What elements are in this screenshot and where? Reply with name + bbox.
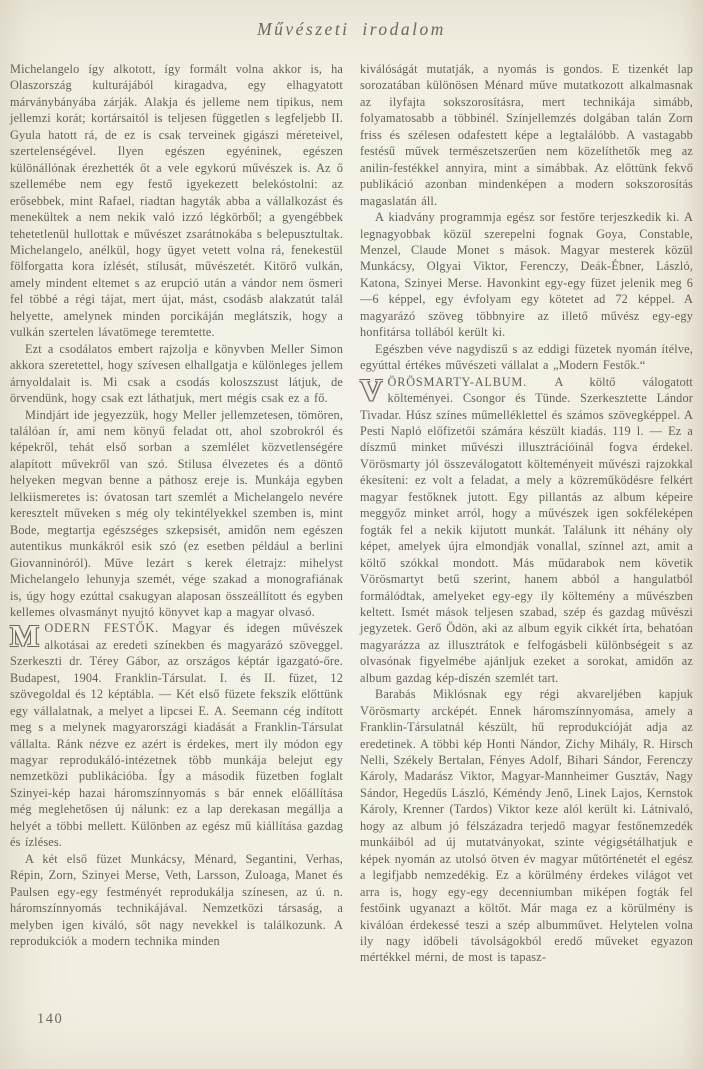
paragraph: kiválóságát mutatják, a nyomás is gondos. E tizenkét lap sorozatában különösen Ménard műve mutatkozott alkalmasnak az ilyfajta sokszorosításra, mert technikája simább, folyamatosabb a többinél. Színjellemzés dolgában talán Zorn friss és szélesen odafestett képe a legtalálóbb. A vastagabb festésű művek természetszerűen nem közelíthetők meg az anilin-festékkel annyira, mint a simábbak. Az előttünk fekvő publikáció azonban mindenképen a modern sokszorosítás magaslatán áll. bbox=[360, 62, 693, 208]
paragraph: A kiadvány programmja egész sor festőre terjeszkedik ki. A legnagyobbak közül szerepelni fognak Goya, Constable, Menzel, Claude Monet s mások. Magyar mesterek közül Munkácsy, Olgyai Viktor, Ferenczy, Deák-Ébner, László, Katona, Szinyei Merse. Havonkint egy-egy füzet jelenik meg 6—6 képpel, egy évfolyam egy kötetet ad 72 képpel. A magyarázó szöveg többnyire az illető művész egy-egy honfitársa tollából került ki. bbox=[360, 210, 693, 340]
paragraph: A két első füzet Munkácsy, Ménard, Segantini, Verhas, Répin, Zorn, Szinyei Merse, Veth, Larsson, Zuloaga, Manet és Paulsen egy-egy festményét reprodukálja színesen, az ú. n. háromszínnyomás technikájával. Nemzetközi társaság, a melyben igen kiváló, sőt nagy nevekkel is találkozunk. A reprodukciók a modern technika minden bbox=[10, 851, 343, 949]
page-number: 140 bbox=[37, 1011, 64, 1027]
dropcap-initial: V bbox=[360, 371, 383, 407]
section-title: ÖRÖSMARTY-ALBUM. bbox=[387, 374, 555, 389]
paragraph: VÖRÖSMARTY-ALBUM. A költő válogatott költeményei. Csongor és Tünde. Szerkesztette Lándor Tivadar. Húsz színes műmelléklettel és számos szövegképpel. A Pesti Napló előfizetői számára készült kiadás. 119 l. — Ez a díszmű minket művészi illusztrációinál fogva érdekel. Vörösmarty jól összeválogatott költeményeit művészi rajzokkal ékesíteni: ez volt a feladat, a mely a közreműködésre felkért magyar festőknek jutott. Egy pillantás az album képeire meggyőz minket arról, hogy a művészek igen sokféleképen fogták fel a nekik kijutott munkát. Találunk itt néhány oly képet, amelyek újra elmondják vonallal, színnel azt, amit a költő szókkal mondott. Más műdarabok nem követik Vörösmartyt betű szerint, hanem abból a hangulatból formálódtak, amelyeket egy-egy ily költemény a művészben keltett. Ismét mások teljesen szabad, szép és gazdag művészi jegyzetek. Gerő Ödön, aki az album egyik cikkét írta, behatóan magyarázza az illusztrátok e felfogásbeli különbségeit s az olvasónak figyelmébe ajánljuk ezeket a sorokat, amidőn az album gazdag kép-díszén szemlét tart. bbox=[360, 371, 693, 685]
right-column bbox=[360, 61, 693, 966]
left-column bbox=[10, 61, 343, 966]
paragraph: Mindjárt ide jegyezzük, hogy Meller jellemzetesen, tömören, találóan ír, ami nem könyű feladat ott, ahol szobrokról és képekről, tehát első sorban a szemlélet közvetlenségére alapított művekről van szó. Stilusa élvezetes és a döntő helyeken megvan benne a páthosz ereje is. Munkája egyben lelkiismeretes is: óvatosan tart szemlét a Michelangelo nevére keresztelt műveken s még oly tekintélyekkel szemben is, mint Bode, megtartja egészséges szkepsisét, amidőn nem egészen autentikus munkákról esik szó (ez esetben például a berlini Giovanninóról). Műve lezárt s kerek életrajz: mihelyst Michelangelo lehunyja szemét, vége szakad a monografiának is, úgy hogy ezúttal csakugyan alaposan összeállított és egyben kellemes olvasmányt nyujtó könyvet kap a magyar olvasó. bbox=[10, 407, 343, 619]
section-title: ODERN FESTŐK. bbox=[44, 621, 173, 636]
paragraph: Ezt a csodálatos embert rajzolja e könyvben Meller Simon akkora szeretettel, hogy szívesen elhallgatja e különleges jellem árnyoldalait is. Mi csak a csodás koloszszust látjuk, de örvendünk, hogy csak ezt láthatjuk, mert mégis csak ez a fő. bbox=[10, 341, 343, 406]
paragraph: Barabás Miklósnak egy régi akvareljében kapjuk Vörösmarty arcképét. Ennek háromszínnyomása, amely a Franklin-Társulatnál készült, hű reprodukcióját adja az eredetinek. A többi kép Honti Nándor, Zichy Mihály, R. Hirsch Nelli, Székely Bertalan, Fényes Adolf, Bihari Sándor, Ferenczy Károly, Madarász Viktor, Magyar-Mannheimer Gusztáv, Nagy Sándor, Hegedűs László, Kéméndy Jenő, Linek Lajos, Kernstok Károly, Krenner (Tardos) Viktor keze alól került ki. Látnivaló, hogy az album jó félszázadra terjedő magyar festőnemzedék munkáiból ad új mutatványokat, szinte végigsétálhatjuk e képek nyomán az utolsó ötven év magyar műtörténetét el egész a legifjabb nemzedékig. Ez a körülmény érdekes világot vet arra is, hogy egy-egy decenniumban miképen fogták fel festőink ugyanazt a költőt. Már maga ez a körülmény is kiválóan érdekessé teszi a szép albumművet. Helytelen volna ily nagy időbeli távolságokból eredő műveket egyazon mértékkel mérni, de most is tapasz- bbox=[360, 687, 693, 965]
running-head-title: Művészeti irodalom bbox=[257, 19, 446, 39]
paragraph: Egészben véve nagydiszű s az eddigi füzetek nyomán ítélve, egyúttal értékes művészeti vállalat a „Modern Festők.“ bbox=[360, 341, 693, 373]
paragraph: MODERN FESTŐK. Magyar és idegen művészek alkotásai az eredeti színekben és magyarázó szöveggel. Szerkeszti dr. Térey Gábor, az országos képtár igazgató-őre. Budapest, 1904. Franklin-Társulat. I. és II. füzet, 12 szövegoldal és 12 képtábla. — Két első füzete fekszik előttünk egy vállalatnak, a melyet a lipcsei E. A. Seemann cég indított meg s a melynek magyarországi kiadását a Franklin-Társulat vállalta. Ránk nézve ez azért is érdekes, mert ily módon egy magyar reprodukáló-intézetnek több munkája belejut egy nemzetközi publikációba. Így a második füzetben foglalt Szinyei-kép hazai háromszínnyomás s bár ennek előállítása még meglehetősen új nálunk: ez a lap derekasan megállja a helyét a többi mellett. Különben az egész mű kiállítása gazdag és ízléses. bbox=[10, 618, 343, 850]
dropcap-initial: M bbox=[10, 618, 40, 654]
paragraph: Michelangelo így alkotott, így formált volna akkor is, ha Olaszország kulturájából kiragadva, egy elhagyatott márványbányába zárják. Alakja és jelleme nem tipikus, nem jellemzi korát; kortársaitól is teljesen független s legfeljebb II. Gyula hatott rá, de ez is csak terveinek gigászi méreteivel, szertelenségével. Ilyen egészen egyéninek, egészen különállónak érezhették őt a vele egykorú művészek is. Az ő szellemébe nem egy festő igyekezett belekóstolni: az erősebbek, mint Rafael, riadtan hagyták abba a vállalkozást és menekültek a nem nekik való izzó légkörből; a gyengébbek tehetetlenül hullottak e művészet zsarátnokába s belepusztultak. Michelangelo, anélkül, hogy ügyet vetett volna rá, fenekestül fölforgatta kora ízlését, stílusát, művészetét. Kitörő vulkán, amely mindent eltemet s az erupció után a vándor nem ösmeri fel többé a régi tájat, mert újat, mást, csodásb alakzatút talál helyette, amelynek minden porcikáján meglátszik, hogy a vulkán szertelen lávatömege teremtette. bbox=[10, 62, 343, 340]
text-columns bbox=[0, 40, 703, 966]
